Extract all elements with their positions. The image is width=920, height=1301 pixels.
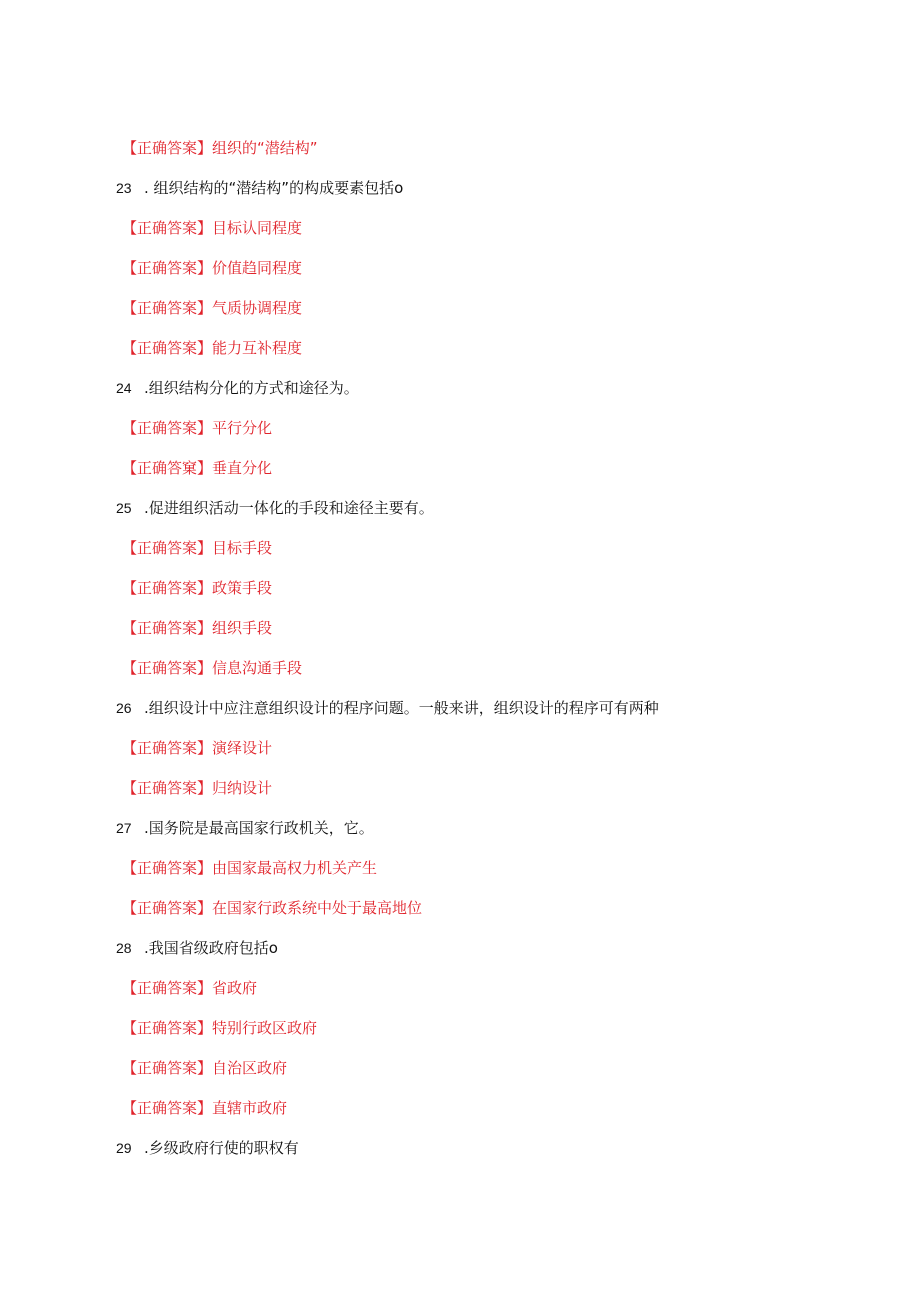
answer-text: 平行分化 [212,419,273,437]
answer-prefix: 【正确答案】 [122,219,213,237]
answer-prefix: 【正确答案】 [122,259,213,277]
answer-text: 价值趋同程度 [212,259,303,277]
answer-prefix: 【正确答窠】 [122,459,213,477]
answer-text: 信息沟通手段 [212,659,303,677]
answer-line [122,216,302,240]
question-text: .组织设计中应注意组织设计的程序问题。一般来讲，组织设计的程序可有两种 [144,699,659,717]
question-number: 23 [116,180,132,196]
question-line [116,696,659,720]
question-text: . 组织结构的“潜结构”的构成要素包括o [144,179,404,197]
answer-line [122,256,302,280]
answer-text: 演绎设计 [212,739,273,757]
answer-line [122,136,318,160]
question-text: .我国省级政府包括o [144,939,278,957]
answer-line [122,536,272,560]
answer-text: 省政府 [212,979,258,997]
answer-line [122,336,302,360]
answer-text: 能力互补程度 [212,339,303,357]
answer-text: 归纳设计 [212,779,273,797]
question-line [116,376,359,400]
answer-text: 直辖市政府 [212,1099,288,1117]
question-text: .组织结构分化的方式和途径为。 [144,379,359,397]
answer-prefix: 【正确答案】 [122,139,213,157]
answer-prefix: 【正确答案】 [122,299,213,317]
answer-line [122,656,302,680]
answer-line [122,456,272,480]
answer-prefix: 【正确答案】 [122,859,213,877]
answer-prefix: 【正确答案】 [122,339,213,357]
question-text: .促进组织活动一体化的手段和途径主要有。 [144,499,434,517]
question-line [116,816,374,840]
answer-prefix: 【正确答案】 [122,659,213,677]
answer-line [122,616,272,640]
question-number: 26 [116,700,132,716]
question-line [116,176,403,200]
answer-line [122,1016,317,1040]
question-number: 29 [116,1140,132,1156]
answer-line [122,1096,287,1120]
answer-text: 特别行政区政府 [212,1019,318,1037]
answer-line [122,856,377,880]
answer-prefix: 【正确答案】 [122,979,213,997]
answer-text: 垂直分化 [212,459,273,477]
answer-prefix: 【正确答案】 [122,419,213,437]
answer-line [122,576,272,600]
answer-line [122,736,272,760]
answer-prefix: 【正确答案】 [122,899,213,917]
answer-text: 气质协调程度 [212,299,303,317]
question-number: 24 [116,380,132,396]
answer-prefix: 【正确答案】 [122,579,213,597]
question-line [116,1136,299,1160]
answer-line [122,296,302,320]
answer-prefix: 【正确答案】 [122,739,213,757]
answer-text: 政策手段 [212,579,273,597]
question-number: 27 [116,820,132,836]
answer-text: 在国家行政系统中处于最高地位 [212,899,423,917]
answer-prefix: 【正确答案】 [122,1059,213,1077]
answer-line [122,776,272,800]
question-number: 28 [116,940,132,956]
answer-prefix: 【正确答案】 [122,539,213,557]
question-text: .国务院是最高国家行政机关，它。 [144,819,374,837]
answer-prefix: 【正确答案】 [122,1099,213,1117]
answer-text: 组织的“潜结构” [212,139,318,157]
answer-prefix: 【正确答案】 [122,619,213,637]
question-line [116,936,278,960]
question-number: 25 [116,500,132,516]
answer-line [122,416,272,440]
answer-text: 自治区政府 [212,1059,288,1077]
answer-line [122,896,422,920]
answer-text: 目标手段 [212,539,273,557]
answer-line [122,1056,287,1080]
answer-prefix: 【正确答案】 [122,779,213,797]
answer-text: 目标认同程度 [212,219,303,237]
answer-text: 组织手段 [212,619,273,637]
answer-line [122,976,257,1000]
answer-text: 由国家最高权力机关产生 [212,859,378,877]
question-line [116,496,434,520]
answer-prefix: 【正确答案】 [122,1019,213,1037]
question-text: .乡级政府行使的职权有 [144,1139,299,1157]
